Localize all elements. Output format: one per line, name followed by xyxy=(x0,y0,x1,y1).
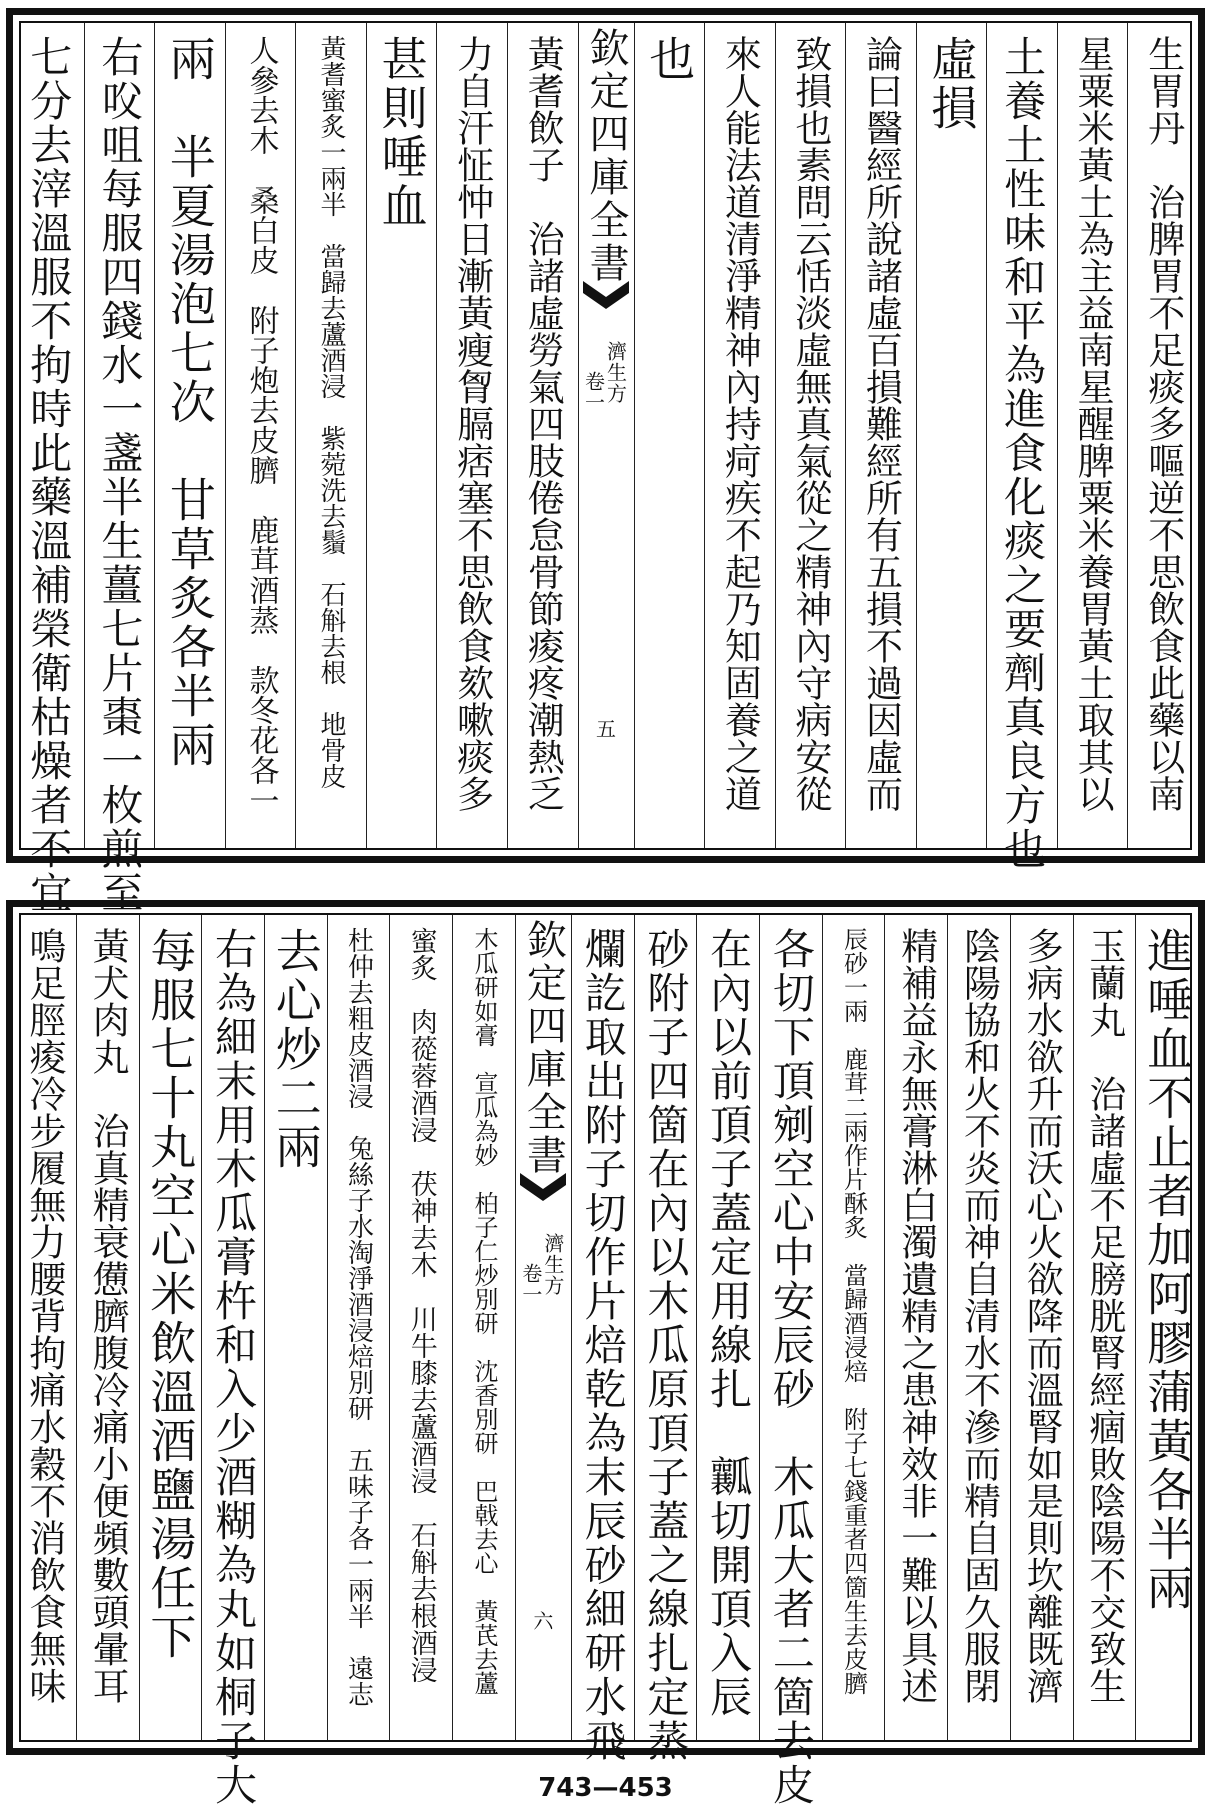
column-text: 鳴足脛痠冷步履無力腰背拘痛水穀不消飲食無味 xyxy=(22,927,66,1704)
column-text: 陰陽協和火不炎而神自清水不滲而精自固久服閉 xyxy=(957,927,1001,1704)
column-text: 土養土性味和平為進食化痰之要劑真良方也 xyxy=(998,35,1048,871)
column-text: 在內以前頂子蓋定用線扎 瓤切開頂入辰 xyxy=(704,927,754,1719)
text-column xyxy=(13,23,84,915)
text-column xyxy=(264,915,327,1740)
column-text: 也 xyxy=(642,35,697,84)
column-text: 虛損 xyxy=(924,35,979,133)
column-text: 生胃丹 治脾胃不足痰多嘔逆不思飲食此藥以南 xyxy=(1141,35,1185,812)
fishtail-mark-icon xyxy=(520,1173,566,1207)
column-text: 星粟米黃土為主益南星醒脾粟米養胃黃土取其以 xyxy=(1071,35,1115,812)
leaf-number: 六 xyxy=(533,1609,554,1633)
text-column xyxy=(1010,915,1073,1740)
text-column xyxy=(13,915,76,1740)
text-column xyxy=(634,915,697,1763)
column-text: 進唾血不止者加阿膠蒲黃各半兩 xyxy=(1140,927,1195,1613)
column-text: 辰砂一兩 鹿茸二兩作片酥炙 當歸酒浸焙 附子七錢重者四箇生去皮臍 xyxy=(839,927,868,1695)
text-column xyxy=(916,23,987,848)
text-column xyxy=(507,23,578,848)
page-footer-number: 743—453 xyxy=(538,1773,673,1803)
text-column xyxy=(775,23,846,848)
column-text: 人參去木 桑白皮 附子炮去皮臍 鹿茸酒蒸 款冬花各一 xyxy=(243,35,279,815)
column-text: 每服七十丸空心米飲溫酒鹽湯任下 xyxy=(143,927,198,1662)
text-column xyxy=(76,915,139,1740)
text-column xyxy=(327,915,390,1740)
text-column xyxy=(84,23,155,915)
text-column xyxy=(295,23,366,848)
text-column xyxy=(947,915,1010,1740)
column-text: 木瓜研如膏 宣瓜為妙 柏子仁炒別研 沈香別研 巴戟去心 黃芪去蘆 xyxy=(469,927,498,1695)
text-column xyxy=(1135,915,1198,1740)
text-column xyxy=(571,915,634,1763)
text-column xyxy=(1057,23,1128,848)
column-text: 黃犬肉丸 治真精衰憊臍腹冷痛小便頻數頭暈耳 xyxy=(86,927,130,1704)
text-column xyxy=(139,915,202,1740)
text-column xyxy=(154,23,225,848)
text-column xyxy=(759,915,822,1807)
text-column xyxy=(1127,23,1198,848)
text-column xyxy=(822,915,885,1740)
top-page xyxy=(6,8,1205,915)
text-column xyxy=(389,915,452,1740)
column-text: 各切下頂剜空心中安辰砂 木瓜大者二箇去皮 xyxy=(766,927,816,1807)
text-column xyxy=(201,915,264,1807)
text-column xyxy=(452,915,515,1740)
column-text: 爛訖取出附子切作片焙乾為末辰砂細研水飛 xyxy=(578,927,628,1763)
text-column xyxy=(225,23,296,848)
column-text: 右㕮咀每服四錢水一盞半生薑七片棗一枚煎至 xyxy=(95,35,145,915)
column-text: 黃耆飲子 治諸虛勞氣四肢倦怠骨節痠疼潮熱乏 xyxy=(521,35,565,812)
text-column xyxy=(986,23,1057,871)
text-column xyxy=(634,23,705,848)
book-name: 濟生方 xyxy=(540,1233,565,1296)
text-column xyxy=(845,23,916,848)
text-column xyxy=(1073,915,1136,1740)
leaf-number: 五 xyxy=(596,717,616,741)
column-text: 論曰醫經所說諸虛百損難經所有五損不過因虛而 xyxy=(859,35,903,812)
juan-number: 卷一 xyxy=(581,371,606,413)
column-text: 兩 半夏湯泡七次 甘草炙各半兩 xyxy=(162,35,217,770)
column-text: 右為細末用木瓜膏杵和入少酒糊為丸如桐子大 xyxy=(209,927,259,1807)
column-text: 力自汗怔忡日漸黃瘦胷膈痞塞不思飲食欬嗽痰多 xyxy=(450,35,494,812)
column-text: 致損也素問云恬淡虛無真氣從之精神內守病安從 xyxy=(788,35,832,812)
column-text: 蜜炙 肉蓯蓉酒浸 茯神去木 川牛膝去蘆酒浸 石斛去根酒浸 xyxy=(405,927,437,1683)
book-name: 濟生方 xyxy=(603,341,628,404)
text-column xyxy=(366,23,437,848)
text-column xyxy=(696,915,759,1740)
column-text: 砂附子四箇在內以木瓜原頂子蓋之線扎定蒸 xyxy=(641,927,691,1763)
column-text: 精補益永無膏淋白濁遺精之患神效非一難以具述 xyxy=(894,927,938,1704)
text-column xyxy=(704,23,775,848)
fold-center-column xyxy=(515,915,571,1740)
column-text: 來人能法道清淨精神內持疴疾不起乃知固養之道 xyxy=(718,35,762,812)
column-text: 去心炒二兩 xyxy=(268,927,323,1172)
column-text: 玉蘭丸 治諸虛不足膀胱腎經痼敗陰陽不交致生 xyxy=(1082,927,1126,1704)
column-text: 多病水欲升而沃心火欲降而溫腎如是則坎離既濟 xyxy=(1020,927,1064,1704)
juan-number: 卷一 xyxy=(518,1263,543,1305)
column-text: 黃耆蜜炙一兩半 當歸去蘆酒浸 紫菀洗去鬚 石斛去根 地骨皮 xyxy=(316,35,347,789)
column-text: 七分去滓溫服不拘時此藥溫補榮衛枯燥者不宜 xyxy=(24,35,74,915)
fold-center-column xyxy=(578,23,634,848)
column-text: 杜仲去粗皮酒浸 兔絲子水淘淨酒浸焙別研 五味子各一兩半 遠志 xyxy=(343,927,374,1707)
column-text: 甚則唾血 xyxy=(374,35,429,231)
text-column xyxy=(884,915,947,1740)
fishtail-mark-icon xyxy=(583,281,629,315)
text-column xyxy=(436,23,507,848)
top-page-columns xyxy=(13,23,1198,915)
library-title: 欽定四庫全書 xyxy=(583,27,629,285)
library-title: 欽定四庫全書 xyxy=(520,919,567,1177)
